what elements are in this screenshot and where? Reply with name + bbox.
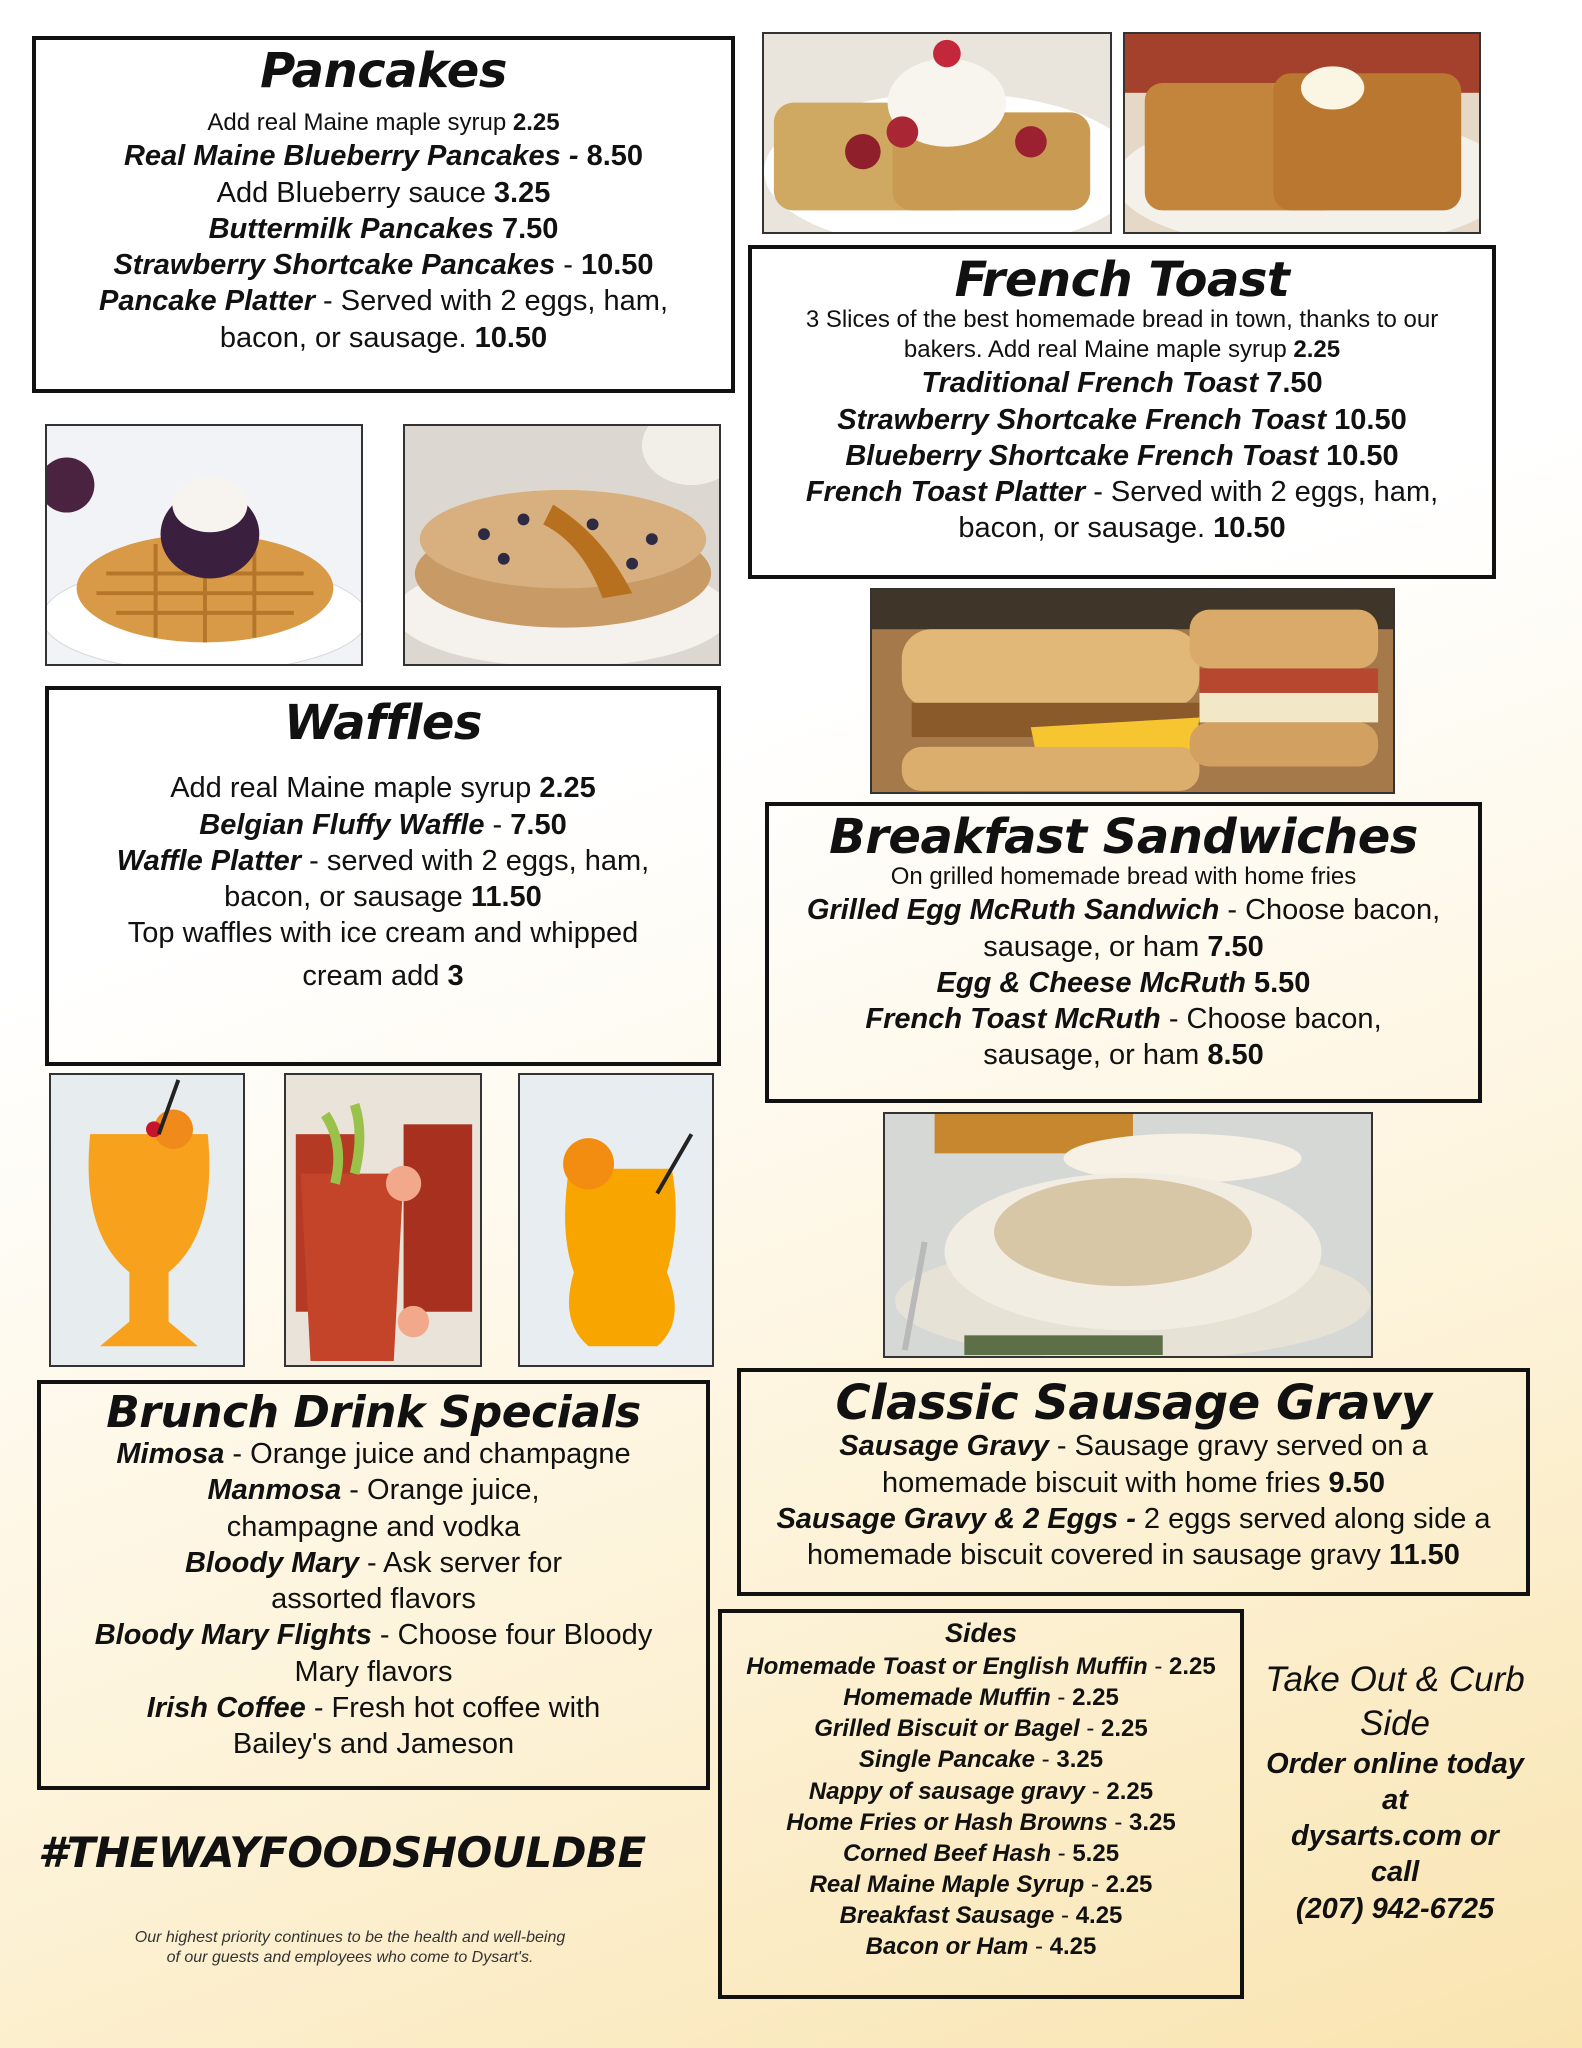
pancakes-section (32, 36, 735, 393)
sides-item (722, 1713, 1240, 1744)
sides-item (722, 1744, 1240, 1775)
gravy-item-2-2: homemade biscuit covered in sausage gravy 11.50 (807, 1539, 1460, 1572)
sandwich-item-french-toast: French Toast McRuth - Choose bacon, (865, 1003, 1382, 1036)
sides-item-name: Corned Beef Hash (842, 1839, 1051, 1867)
drink-mimosa: Mimosa - Orange juice and champagne (116, 1438, 631, 1471)
sides-item-name: Real Maine Maple Syrup (809, 1871, 1085, 1899)
pancakes-platter: Pancake Platter - Served with 2 eggs, ham, (98, 285, 668, 318)
drink-irish-coffee-2: Bailey's and Jameson (232, 1728, 515, 1761)
brunch-drink-specials-title: Brunch Drink Specials (106, 1387, 641, 1438)
sides-item-price: 2.25 (1072, 1683, 1119, 1711)
waffles-topping-2: cream add 3 (302, 959, 464, 992)
health-note (60, 1928, 640, 1968)
sides-item (722, 1651, 1240, 1682)
health-note-1: Our highest priority continues to be the health and well-being (134, 1929, 566, 1946)
sides-item-separator: - (1084, 1871, 1106, 1899)
breakfast-sandwiches-subtitle: On grilled homemade bread with home fries (890, 863, 1357, 891)
sides-item-separator: - (1079, 1715, 1101, 1743)
takeout-line-2: Side (1359, 1703, 1431, 1743)
waffles-platter-2: bacon, or sausage 11.50 (224, 881, 542, 914)
french-toast-desc-2: bakers. Add real Maine maple syrup 2.25 (903, 336, 1341, 364)
sides-item-price: 2.25 (1105, 1871, 1153, 1899)
waffles-syrup-line: Add real Maine maple syrup 2.25 (170, 772, 596, 805)
sides-item (722, 1931, 1240, 1962)
waffle-photo (45, 424, 363, 666)
gravy-item-1-2: homemade biscuit with home fries 9.50 (882, 1466, 1385, 1499)
drink-bloody-flights-2: Mary flavors (294, 1655, 453, 1688)
french-toast-strawberry-photo (762, 32, 1112, 234)
sides-item-separator: - (1054, 1902, 1076, 1930)
french-toast-section (748, 245, 1496, 579)
sides-item-separator: - (1028, 1933, 1050, 1961)
sides-item-separator: - (1051, 1839, 1073, 1867)
sandwich-item-french-toast-2: sausage, or ham 8.50 (983, 1039, 1264, 1072)
sides-item-price: 2.25 (1106, 1777, 1154, 1805)
sides-item (722, 1807, 1240, 1838)
french-toast-butter-photo (1123, 32, 1481, 234)
sides-item-price: 4.25 (1049, 1933, 1097, 1961)
french-toast-item-traditional: Traditional French Toast 7.50 (921, 367, 1323, 400)
takeout-line-1: Take Out & Curb (1265, 1660, 1525, 1699)
drink-irish-coffee: Irish Coffee - Fresh hot coffee with (146, 1691, 601, 1724)
sides-item-separator: - (1035, 1746, 1057, 1774)
waffles-section (45, 686, 721, 1066)
pancakes-item-blueberry-sauce: Add Blueberry sauce 3.25 (216, 176, 551, 209)
waffles-item-belgian: Belgian Fluffy Waffle - 7.50 (199, 808, 567, 841)
french-toast-item-strawberry: Strawberry Shortcake French Toast 10.50 (837, 403, 1407, 436)
sausage-gravy-title: Classic Sausage Gravy (835, 1375, 1432, 1431)
sides-item-price: 4.25 (1075, 1902, 1123, 1930)
takeout-line-6: call (1370, 1856, 1420, 1889)
breakfast-sandwich-photo (870, 588, 1395, 794)
pancakes-title: Pancakes (260, 43, 507, 99)
sides-item-separator: - (1107, 1808, 1130, 1836)
french-toast-platter-2: bacon, or sausage. 10.50 (958, 512, 1286, 545)
sides-item-name: Nappy of sausage gravy (808, 1777, 1086, 1805)
sausage-gravy-photo (883, 1112, 1373, 1358)
sides-item (722, 1838, 1240, 1869)
pancakes-platter-2: bacon, or sausage. 10.50 (219, 321, 548, 354)
sides-item-name: Breakfast Sausage (839, 1902, 1055, 1930)
sides-section (718, 1609, 1244, 1999)
sandwich-item-grilled-egg-2: sausage, or ham 7.50 (983, 930, 1264, 963)
waffles-platter: Waffle Platter - served with 2 eggs, ham, (116, 844, 650, 877)
sides-item-separator: - (1050, 1683, 1073, 1711)
sides-item-separator: - (1085, 1777, 1107, 1805)
sides-item (722, 1869, 1240, 1900)
pancakes-item-strawberry: Strawberry Shortcake Pancakes - 10.50 (113, 249, 654, 282)
pancakes-item-blueberry: Real Maine Blueberry Pancakes - 8.50 (123, 140, 644, 173)
drink-bloody-flights: Bloody Mary Flights - Choose four Bloody (94, 1619, 653, 1652)
takeout-line-4: at (1382, 1783, 1408, 1816)
health-note-2: of our guests and employees who come to Dysart's. (166, 1949, 534, 1966)
sides-item-name: Home Fries or Hash Browns (786, 1808, 1108, 1836)
french-toast-desc-1: 3 Slices of the best homemade bread in town, thanks to our (805, 306, 1439, 334)
french-toast-title: French Toast (954, 252, 1290, 308)
drink-bloody-mary-2: assorted flavors (271, 1583, 476, 1616)
hashtag: #THEWAYFOODSHOULDBE (38, 1828, 646, 1877)
sandwich-item-grilled-egg: Grilled Egg McRuth Sandwich - Choose bacon, (806, 894, 1441, 927)
sides-title: Sides (944, 1618, 1018, 1648)
sandwich-item-egg-cheese: Egg & Cheese McRuth 5.50 (936, 966, 1311, 999)
sides-item-price: 5.25 (1072, 1839, 1120, 1867)
drink-manmosa-2: champagne and vodka (226, 1510, 521, 1543)
takeout-website[interactable]: dysarts.com or (1291, 1820, 1499, 1852)
breakfast-sandwiches-title: Breakfast Sandwiches (829, 809, 1418, 865)
sides-item (722, 1900, 1240, 1931)
sides-item-name: Grilled Biscuit or Bagel (814, 1715, 1080, 1743)
pancakes-item-buttermilk: Buttermilk Pancakes 7.50 (208, 212, 559, 245)
waffles-topping-1: Top waffles with ice cream and whipped (127, 917, 639, 950)
french-toast-platter: French Toast Platter - Served with 2 eggs, ham, (805, 476, 1439, 509)
takeout-line-3: Order online today (1266, 1747, 1524, 1780)
gravy-item-1: Sausage Gravy - Sausage gravy served on a (839, 1430, 1428, 1463)
orange-juice-photo (518, 1073, 714, 1367)
blueberry-pancake-photo (403, 424, 721, 666)
sides-item-separator: - (1147, 1652, 1169, 1680)
sides-item (722, 1776, 1240, 1807)
drink-bloody-mary: Bloody Mary - Ask server for (184, 1546, 563, 1579)
sides-item-price: 3.25 (1056, 1746, 1104, 1774)
sides-item-price: 2.25 (1101, 1715, 1148, 1743)
sausage-gravy-section (737, 1368, 1530, 1596)
breakfast-sandwiches-section (765, 802, 1482, 1103)
mimosa-photo (49, 1073, 245, 1367)
french-toast-item-blueberry: Blueberry Shortcake French Toast 10.50 (845, 439, 1399, 472)
takeout-phone[interactable]: (207) 942-6725 (1295, 1892, 1495, 1925)
drink-manmosa: Manmosa - Orange juice, (207, 1474, 540, 1507)
sides-item-price: 2.25 (1168, 1652, 1216, 1680)
sides-list (722, 1651, 1240, 1963)
brunch-drink-specials-section (37, 1380, 710, 1790)
sides-item-name: Homemade Muffin (843, 1683, 1051, 1711)
waffles-title: Waffles (284, 695, 482, 751)
gravy-item-2: Sausage Gravy & 2 Eggs - 2 eggs served along side a (776, 1502, 1491, 1535)
sides-item (722, 1682, 1240, 1713)
pancakes-syrup-line: Add real Maine maple syrup 2.25 (207, 109, 560, 137)
bloody-mary-photo (284, 1073, 482, 1367)
takeout-info (1250, 1658, 1540, 1927)
sides-item-price: 3.25 (1129, 1808, 1176, 1836)
sides-item-name: Homemade Toast or English Muffin (746, 1652, 1148, 1680)
sides-item-name: Single Pancake (858, 1746, 1036, 1774)
sides-item-name: Bacon or Ham (865, 1933, 1029, 1961)
